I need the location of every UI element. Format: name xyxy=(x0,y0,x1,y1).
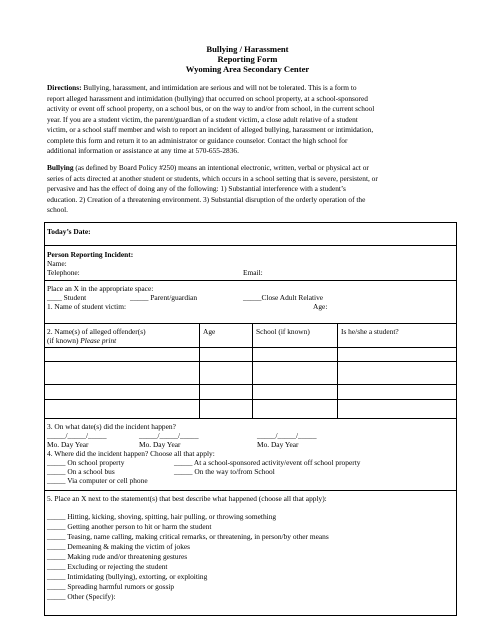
directions-label: Directions: xyxy=(47,83,82,92)
table-row[interactable] xyxy=(44,399,457,400)
date-field-2-labels: Mo. Day Year xyxy=(139,440,181,449)
form-subtitle: Reporting Form xyxy=(217,54,278,64)
incident-date-question: 3. On what date(s) did the incident happen? xyxy=(47,422,176,431)
behavior-option[interactable]: _____ Getting another person to hit or harm the student xyxy=(47,522,212,531)
behavior-option[interactable]: _____ Making rude and/or threatening gestures xyxy=(47,552,188,561)
behavior-option[interactable]: _____ Teasing, name calling, making critical remarks, or threatening, in person/by other means xyxy=(47,532,329,541)
role-relative-option[interactable]: _____Close Adult Relative xyxy=(243,293,324,302)
bullying-definition: Bullying (as defined by Board Policy #250) means an intentional electronic, written, verbal or physical act or series of acts directed at another student or students, which occurs in a school setting that is severe, persistent, or pervasive and has the effect of doing any of the following: 1) Substantial interference with a student’s education. 2) Creation of a threatening environment. 3) Substantial disruption of the orderly operation of the school. xyxy=(47,163,378,214)
behavior-option[interactable]: _____ Intimidating (bullying), extorting, or exploiting xyxy=(47,572,208,581)
table-row[interactable] xyxy=(44,347,457,348)
date-field-2[interactable]: _____/_____/_____ xyxy=(139,431,199,440)
date-field-1-labels: Mo. Day Year xyxy=(47,440,89,449)
location-computer-phone[interactable]: _____ Via computer or cell phone xyxy=(47,476,148,485)
telephone-field[interactable]: Telephone: xyxy=(47,268,80,277)
table-column-divider xyxy=(252,323,253,418)
location-school-property[interactable]: _____ On school property xyxy=(47,458,125,467)
location-activity[interactable]: _____ At a school-sponsored activity/event off school property xyxy=(174,458,361,467)
offender-school-header: School (if known) xyxy=(256,327,310,336)
form-title: Bullying / Harassment xyxy=(206,44,289,54)
divider xyxy=(44,280,457,281)
reporter-heading: Person Reporting Incident: xyxy=(47,250,134,259)
divider xyxy=(44,490,457,491)
divider xyxy=(44,323,457,324)
behavior-question: 5. Place an X next to the statement(s) that best describe what happened (choose all that apply): xyxy=(47,494,327,503)
table-column-divider xyxy=(337,323,338,418)
behavior-option[interactable]: _____ Demeaning & making the victim of jokes xyxy=(47,542,191,551)
offender-student-header: Is he/she a student? xyxy=(341,327,399,336)
location-way-to-school[interactable]: _____ On the way to/from School xyxy=(174,467,275,476)
role-parent-option[interactable]: _____ Parent/guardian xyxy=(130,293,198,302)
divider xyxy=(44,245,457,246)
table-column-divider xyxy=(199,323,200,418)
todays-date-label[interactable]: Today’s Date: xyxy=(47,227,91,236)
role-student-option[interactable]: ____ Student xyxy=(47,293,87,302)
bullying-label: Bullying xyxy=(47,163,74,172)
location-question: 4. Where did the incident happen? Choose all that apply: xyxy=(47,449,215,458)
behavior-option[interactable]: _____ Spreading harmful rumors or gossip xyxy=(47,582,175,591)
victim-age-field[interactable]: Age: xyxy=(313,302,328,311)
place-x-instruction: Place an X in the appropriate space: xyxy=(47,284,154,293)
location-school-bus[interactable]: _____ On a school bus xyxy=(47,467,115,476)
divider xyxy=(44,418,457,419)
email-field[interactable]: Email: xyxy=(243,268,263,277)
table-row[interactable] xyxy=(44,384,457,385)
date-field-1[interactable]: _____/_____/_____ xyxy=(47,431,107,440)
directions-paragraph: Directions: Bullying, harassment, and intimidation are serious and will not be tolerated. This is a form to report alleged harassment and intimidation (bullying) that occurred on school property, at a school-sponsored activity or event off school property, on a school bus, or on the way to and/or from school, in the current school year. If you are a student victim, the parent/guardian of a student victim, a close adult relative of a student victim, or a school staff member and wish to report an incident of alleged bullying, harassment or intimidation, complete this form and return it to an administrator or guidance counselor. Contact the high school for additional information or assistance at any time at 570-655-2836. xyxy=(47,83,375,155)
behavior-other-option[interactable]: _____ Other (Specify): xyxy=(47,592,116,601)
offender-name-header-sub: (if known) Please print xyxy=(47,336,117,345)
victim-name-field[interactable]: 1. Name of student victim: xyxy=(47,302,127,311)
table-row[interactable] xyxy=(44,361,457,362)
behavior-option[interactable]: _____ Excluding or rejecting the student xyxy=(47,562,168,571)
school-name: Wyoming Area Secondary Center xyxy=(185,64,310,74)
date-field-3[interactable]: _____/_____/_____ xyxy=(257,431,317,440)
offender-name-header: 2. Name(s) of alleged offender(s) xyxy=(47,327,146,336)
offender-age-header: Age xyxy=(203,327,216,336)
date-field-3-labels: Mo. Day Year xyxy=(257,440,299,449)
behavior-option[interactable]: _____ Hitting, kicking, shoving, spitting, hair pulling, or throwing something xyxy=(47,512,277,521)
name-field[interactable]: Name: xyxy=(47,259,67,268)
